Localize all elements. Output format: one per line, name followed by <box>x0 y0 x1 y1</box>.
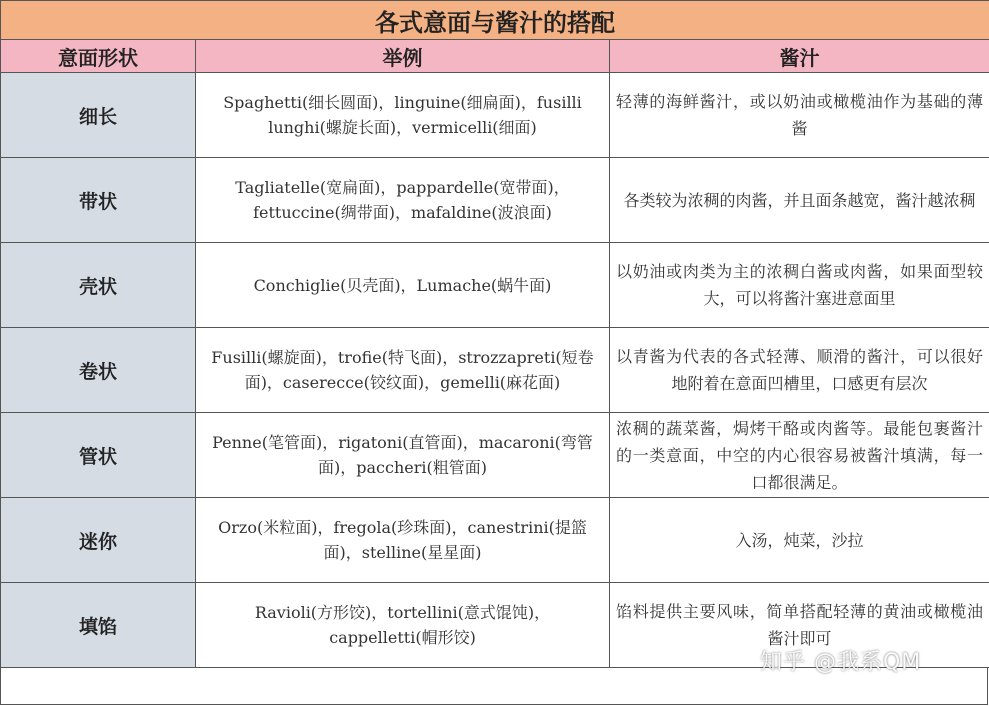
shape-cell: 带状 <box>1 158 196 243</box>
table-row <box>1 413 989 498</box>
sauce-cell: 以奶油或肉类为主的浓稠白酱或肉酱，如果面型较大，可以将酱汁塞进意面里 <box>610 243 989 328</box>
examples-cell: Conchiglie(贝壳面)，Lumache(蜗牛面) <box>196 243 610 328</box>
shape-cell: 迷你 <box>1 498 196 583</box>
shape-cell: 卷状 <box>1 328 196 413</box>
table-row <box>1 73 989 158</box>
sauce-cell: 入汤，炖菜，沙拉 <box>610 498 989 583</box>
examples-cell: Fusilli(螺旋面)，trofie(特飞面)，strozzapreti(短卷面)，caserecce(铰纹面)，gemelli(麻花面) <box>196 328 610 413</box>
header-examples: 举例 <box>196 40 610 73</box>
examples-cell: Ravioli(方形饺)，tortellini(意式馄饨)，cappelletti(帽形饺) <box>196 583 610 668</box>
header-shape: 意面形状 <box>1 40 196 73</box>
table-title: 各式意面与酱汁的搭配 <box>1 1 989 40</box>
shape-cell: 细长 <box>1 73 196 158</box>
examples-cell: Spaghetti(细长圆面)，linguine(细扁面)，fusilli lunghi(螺旋长面)，vermicelli(细面) <box>196 73 610 158</box>
table-row <box>1 583 989 668</box>
examples-cell: Penne(笔管面)，rigatoni(直管面)，macaroni(弯管面)，paccheri(粗管面) <box>196 413 610 498</box>
header-row <box>1 40 989 73</box>
header-sauce: 酱汁 <box>610 40 989 73</box>
blank-footer-row <box>0 667 988 705</box>
table-row <box>1 158 989 243</box>
sauce-cell: 浓稠的蔬菜酱，焗烤干酪或肉酱等。最能包裹酱汁的一类意面，中空的内心很容易被酱汁填满，每一口都很满足。 <box>610 413 989 498</box>
sauce-cell: 轻薄的海鲜酱汁，或以奶油或橄榄油作为基础的薄酱 <box>610 73 989 158</box>
sauce-cell: 馅料提供主要风味，简单搭配轻薄的黄油或橄榄油酱汁即可 <box>610 583 989 668</box>
examples-cell: Tagliatelle(宽扁面)，pappardelle(宽带面)，fettuccine(绸带面)，mafaldine(波浪面) <box>196 158 610 243</box>
table-row <box>1 243 989 328</box>
watermark: 知乎 @我系QM <box>760 650 922 675</box>
sauce-cell: 以青酱为代表的各式轻薄、顺滑的酱汁，可以很好地附着在意面凹槽里，口感更有层次 <box>610 328 989 413</box>
table-row <box>1 498 989 583</box>
shape-cell: 壳状 <box>1 243 196 328</box>
shape-cell: 管状 <box>1 413 196 498</box>
sauce-cell: 各类较为浓稠的肉酱，并且面条越宽，酱汁越浓稠 <box>610 158 989 243</box>
title-row <box>1 1 989 40</box>
shape-cell: 填馅 <box>1 583 196 668</box>
examples-cell: Orzo(米粒面)，fregola(珍珠面)，canestrini(提篮面)，stelline(星星面) <box>196 498 610 583</box>
table-row <box>1 328 989 413</box>
